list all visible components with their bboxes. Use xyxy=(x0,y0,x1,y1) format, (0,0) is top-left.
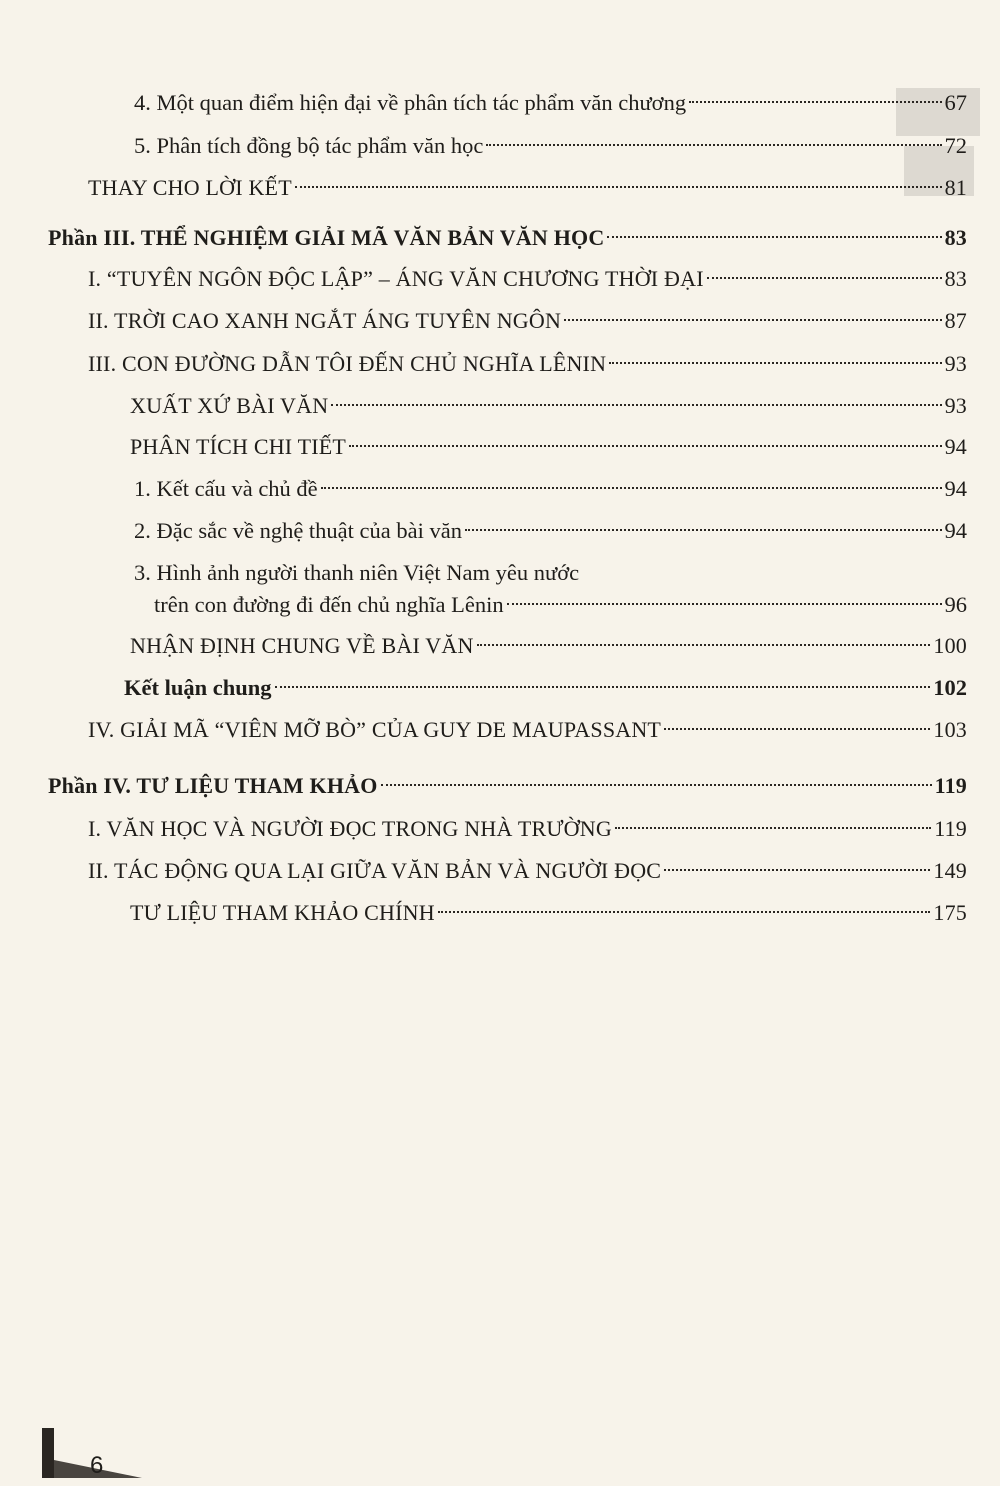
dot-leader xyxy=(615,827,931,829)
toc-entry[interactable] xyxy=(130,432,967,462)
dot-leader xyxy=(689,101,941,103)
toc-entry[interactable] xyxy=(88,173,967,203)
toc-entry[interactable] xyxy=(88,715,967,745)
toc-entry[interactable] xyxy=(88,306,967,336)
toc-entry-page: 100 xyxy=(933,633,967,658)
toc-entry[interactable] xyxy=(134,131,967,161)
dot-leader xyxy=(465,529,942,531)
page-number: 6 xyxy=(90,1452,104,1479)
toc-part-heading[interactable] xyxy=(48,771,967,801)
toc-entry-page: 72 xyxy=(944,133,967,158)
dot-leader xyxy=(477,644,931,646)
dot-leader xyxy=(381,784,932,786)
dot-leader xyxy=(438,911,931,913)
toc-entry-page: 96 xyxy=(944,592,967,617)
toc-entry-page: 94 xyxy=(944,434,967,459)
toc-entry-title: NHẬN ĐỊNH CHUNG VỀ BÀI VĂN xyxy=(130,633,474,658)
toc-entry-title: 2. Đặc sắc về nghệ thuật của bài văn xyxy=(134,518,462,543)
toc-entry-page: 119 xyxy=(934,773,967,798)
dot-leader xyxy=(507,603,942,605)
toc-entry-title: XUẤT XỨ BÀI VĂN xyxy=(130,393,329,418)
toc-entry-title: THAY CHO LỜI KẾT xyxy=(88,175,292,200)
toc-entry[interactable] xyxy=(154,590,967,620)
toc-entry-title: I. “TUYÊN NGÔN ĐỘC LẬP” – ÁNG VĂN CHƯƠNG THỜI ĐẠI xyxy=(88,266,704,291)
toc-entry-title: IV. GIẢI MÃ “VIÊN MỠ BÒ” CỦA GUY DE MAUPASSANT xyxy=(88,717,662,742)
toc-entry-page: 149 xyxy=(933,858,967,883)
dot-leader xyxy=(607,236,941,238)
toc-entry[interactable] xyxy=(88,349,967,379)
toc-entry-page: 93 xyxy=(944,351,967,376)
toc-entry-page: 87 xyxy=(944,308,967,333)
toc-entry-title: II. TRỜI CAO XANH NGẮT ÁNG TUYÊN NGÔN xyxy=(88,308,562,333)
toc-entry-title: TƯ LIỆU THAM KHẢO CHÍNH xyxy=(130,900,435,925)
toc-entry[interactable] xyxy=(134,88,967,118)
toc-part-heading[interactable] xyxy=(48,223,967,253)
dot-leader xyxy=(275,686,931,688)
dot-leader xyxy=(664,869,930,871)
toc-entry[interactable] xyxy=(134,474,967,504)
toc-entry-page: 83 xyxy=(944,225,967,250)
toc-entry-title-continued: trên con đường đi đến chủ nghĩa Lênin xyxy=(154,592,504,617)
toc-entry-title: III. CON ĐƯỜNG DẪN TÔI ĐẾN CHỦ NGHĨA LÊNIN xyxy=(88,351,607,376)
dot-leader xyxy=(321,487,942,489)
toc-entry-title: 5. Phân tích đồng bộ tác phẩm văn học xyxy=(134,133,484,158)
toc-entry[interactable] xyxy=(88,814,967,844)
toc-entry-page: 103 xyxy=(933,717,967,742)
toc-entry-page: 81 xyxy=(944,175,967,200)
toc-entry-title: 1. Kết cấu và chủ đề xyxy=(134,476,318,501)
toc-entry-page: 83 xyxy=(944,266,967,291)
dot-leader xyxy=(349,445,942,447)
toc-entry[interactable] xyxy=(130,391,967,421)
toc-entry-page: 119 xyxy=(934,816,967,841)
toc-entry-title: II. TÁC ĐỘNG QUA LẠI GIỮA VĂN BẢN VÀ NGƯỜI ĐỌC xyxy=(88,858,662,883)
dot-leader xyxy=(486,144,941,146)
toc-entry[interactable] xyxy=(134,516,967,546)
toc-entry-title: 3. Hình ảnh người thanh niên Việt Nam yêu nước xyxy=(134,560,580,585)
toc-entry-title: Phần III. THỂ NGHIỆM GIẢI MÃ VĂN BẢN VĂN HỌC xyxy=(48,225,605,250)
toc-entry-title: 4. Một quan điểm hiện đại về phân tích tác phẩm văn chương xyxy=(134,90,687,115)
toc-entry[interactable] xyxy=(130,631,967,661)
toc-entry-page: 102 xyxy=(933,675,967,700)
toc-entry-title: I. VĂN HỌC VÀ NGƯỜI ĐỌC TRONG NHÀ TRƯỜNG xyxy=(88,816,612,841)
toc-entry-page: 67 xyxy=(944,90,967,115)
toc-entry-title: Kết luận chung xyxy=(124,675,272,700)
toc-entry[interactable] xyxy=(124,673,967,703)
toc-entry-title: PHÂN TÍCH CHI TIẾT xyxy=(130,434,347,459)
dot-leader xyxy=(707,277,942,279)
dot-leader xyxy=(609,362,941,364)
dot-leader xyxy=(295,186,942,188)
toc-entry[interactable] xyxy=(88,856,967,886)
toc-entry[interactable] xyxy=(88,264,967,294)
toc-entry-page: 94 xyxy=(944,518,967,543)
dot-leader xyxy=(564,319,942,321)
toc-entry-page: 93 xyxy=(944,393,967,418)
dot-leader xyxy=(331,404,941,406)
dot-leader xyxy=(664,728,930,730)
toc-entry-first-line[interactable] xyxy=(134,558,579,588)
toc-entry[interactable] xyxy=(130,898,967,928)
toc-entry-page: 175 xyxy=(933,900,967,925)
toc-entry-page: 94 xyxy=(944,476,967,501)
toc-entry-title: Phần IV. TƯ LIỆU THAM KHẢO xyxy=(48,773,378,798)
